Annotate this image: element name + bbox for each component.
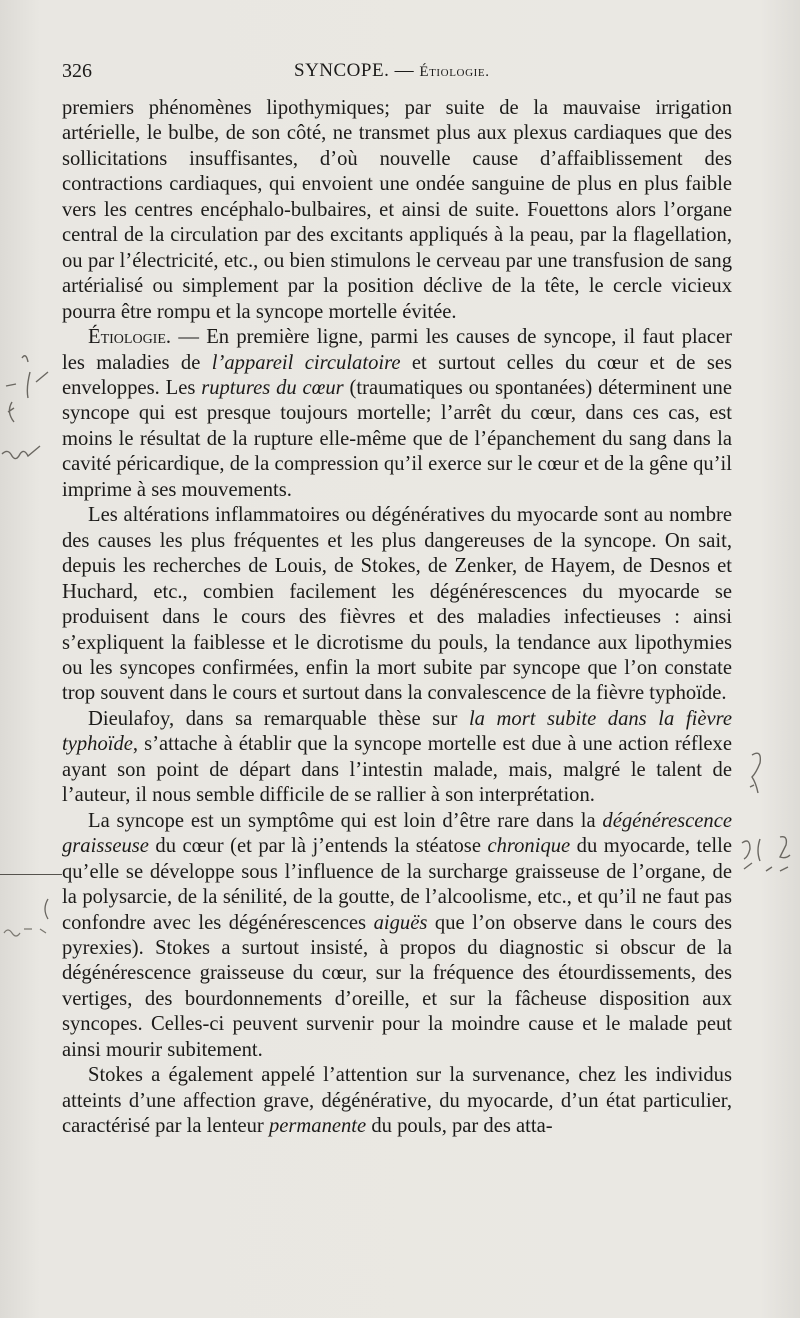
text-run: Dieulafoy, dans sa remarquable thèse sur (88, 707, 469, 730)
margin-pencil-marks-left (0, 350, 60, 470)
text-run: du myocarde, telle qu’elle se développe sous l’influence de la surcharge graisseuse de l’organe, de la polysarcie, de la sénilité, de la goutte, de l’alcoolisme, etc., et qu’il ne faut pas confondre avec les dégénérescences (62, 835, 732, 934)
text-run: du pouls, par des atta- (366, 1115, 553, 1138)
text-run: La syncope est un symptôme qui est loin d’être rare dans la (88, 809, 603, 832)
paragraph-3 (62, 503, 732, 707)
italic-text: dégénérescence graisseuse (62, 809, 732, 858)
page-number: 326 (62, 60, 92, 82)
running-title-section: Étiologie. (419, 64, 490, 80)
running-title-main: SYNCOPE. — (294, 60, 420, 81)
text-run: du cœur (et par là j’entends la stéatose (148, 835, 488, 858)
text-run: (traumatiques ou spontanées) déterminent une syncope qui est presque toujours mortelle; l’arrêt du cœur, dans ces cas, est moins le résultat de la rupture elle-même que de l’épanchement du sang dans la cavité péricardique, de la compression qu’il exerce sur le cœur et de la gêne qu’il imprime à ses mouvements. (62, 376, 732, 501)
paragraph-1 (62, 96, 732, 325)
text-run: — En première ligne, parmi les causes de syncope, il faut placer les maladies de (62, 326, 732, 374)
running-title (294, 60, 490, 82)
paragraph-2 (62, 325, 732, 503)
paragraph-4 (62, 707, 732, 809)
paragraph-6 (62, 1063, 732, 1139)
section-heading: Étiologie. (88, 326, 172, 349)
running-header (62, 58, 732, 88)
text-run: premiers phénomènes lipothymiques; par suite de la mauvaise irrigation artérielle, le bulbe, de son côté, ne transmet plus aux plexus cardiaques que des sollicitations insuffisantes, d’où nouvelle cause d’affaiblissement des contractions cardiaques, qui envoient une ondée sanguine de plus en plus faible vers les centres encéphalo-bulbaires, et ainsi de suite. Fouettons alors l’organe central de la circulation par des excitants appliqués à la peau, par la flagellation, ou par l’électricité, etc., ou bien stimulons le cerveau par une transfusion de sang artérialisé ou simplement par la position déclive de la tête, le cercle vicieux pourra être rompu et la syncope mortelle évitée. (62, 97, 732, 323)
italic-text: permanente (268, 1115, 367, 1138)
body-text (62, 96, 732, 1140)
text-run: Stokes a également appelé l’attention sur la survenance, chez les individus atteints d’une affection grave, dégénérative, du myocarde, d’un état particulier, caractérisé par la lenteur (62, 1064, 732, 1138)
text-run: que l’on observe dans le cours des pyrexies). Stokes a surtout insisté, à propos du diagnostic si obscur de la dégénérescence graisseuse du cœur, sur la fréquence des étourdissements, des vertiges, des bourdonnements d’oreille, et sur la fâcheuse disposition aux syncopes. Celles-ci peuvent survenir pour la moindre cause et le malade peut ainsi mourir subitement. (62, 911, 732, 1061)
italic-text: chronique (487, 835, 571, 858)
text-run: Les altérations inflammatoires ou dégénératives du myocarde sont au nombre des causes les plus fréquentes et les plus dangereuses de la syncope. On sait, depuis les recherches de Louis, de Stokes, de Zenker, de Hayem, de Desnos et Huchard, etc., combien facilement les dégénérescences du myocarde se produisent dans le cours des fièvres et des maladies infectieuses : ainsi s’expliquent la faiblesse et le dicrotisme du pouls, la tendance aux lipothymies ou les syncopes confirmées, enfin la mort subite par syncope que l’on constate trop souvent dans le cours et surtout dans la convalescence de la fièvre typhoïde. (62, 504, 732, 705)
italic-text: l’appareil circulatoire (211, 351, 401, 374)
text-run: , s’attache à établir que la syncope mortelle est due à une action réflexe ayant son point de départ dans l’intestin malade, mais, malgré le talent de l’auteur, il nous semble difficile de se rallier à son interprétation. (62, 733, 732, 807)
margin-pencil-marks-left-lower (0, 895, 60, 955)
italic-text: ruptures du cœur (201, 376, 344, 399)
italic-text: aiguës (373, 911, 428, 934)
paragraph-5 (62, 809, 732, 1064)
pencil-line (0, 874, 62, 875)
margin-pencil-marks-right (740, 745, 800, 895)
text-run: et surtout celles du cœur et de ses enveloppes. Les (62, 351, 732, 399)
italic-text: la mort subite dans la fièvre typhoïde (62, 707, 732, 756)
